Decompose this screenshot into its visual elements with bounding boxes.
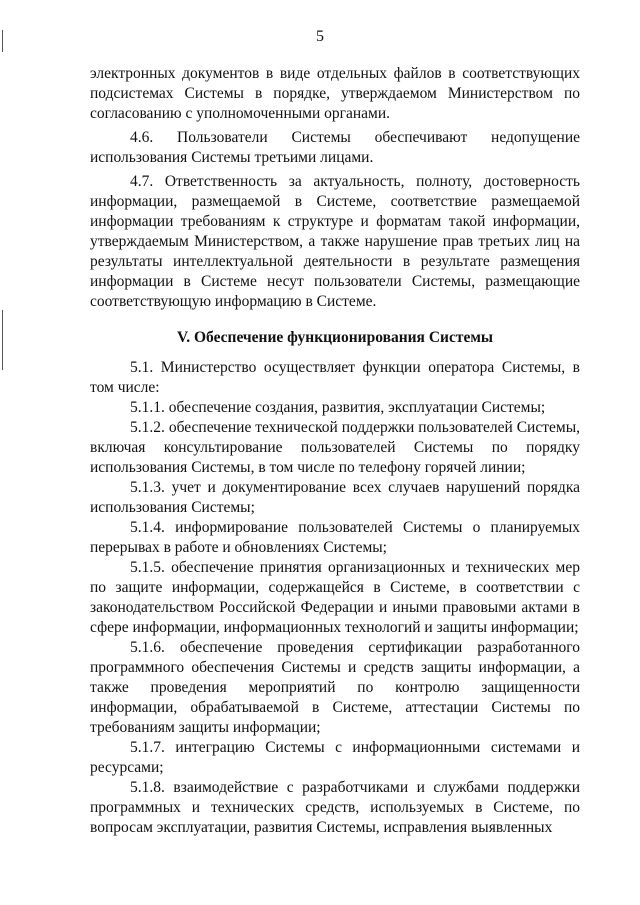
paragraph-5-1-3: 5.1.3. учет и документирование всех случаев нарушений порядка использования Системы; xyxy=(90,479,580,516)
paragraph-5-1: 5.1. Министерство осуществляет функции оператора Системы, в том числе: xyxy=(90,359,580,396)
section-heading: V. Обеспечение функционирования Системы xyxy=(177,329,493,346)
document-body xyxy=(90,64,580,838)
paragraph-5-1-4: 5.1.4. информирование пользователей Системы о планируемых перерывах в работе и обновлениях Системы; xyxy=(90,519,580,556)
paragraph-5-1-2: 5.1.2. обеспечение технической поддержки пользователей Системы, включая консультирование пользователей Системы по порядку использования Системы, в том числе по телефону горячей линии; xyxy=(90,419,580,476)
paragraph-5-1-7: 5.1.7. интеграцию Системы с информационными системами и ресурсами; xyxy=(90,739,580,776)
paragraph-4-7: 4.7. Ответственность за актуальность, полноту, достоверность информации, размещаемой в Системе, соответствие размещаемой информации требованиям к структуре и форматам такой информации, утверждаемым Министерством, а также нарушение прав третьих лиц на результаты интеллектуальной деятельности в результате размещения информации в Системе несут пользователи Системы, размещающие соответствующую информацию в Системе. xyxy=(90,173,580,310)
paragraph-5-1-5: 5.1.5. обеспечение принятия организационных и технических мер по защите информации, содержащейся в Системе, в соответствии с законодательством Российской Федерации и иными правовыми актами в сфере информации, информационных технологий и защиты информации; xyxy=(90,559,580,636)
paragraph-continued: электронных документов в виде отдельных файлов в соответствующих подсистемах Системы в порядке, утверждаемом Министерством по согласованию с уполномоченными органами. xyxy=(90,65,580,122)
paragraph-5-1-1: 5.1.1. обеспечение создания, развития, эксплуатации Системы; xyxy=(130,399,546,416)
paragraph-4-6: 4.6. Пользователи Системы обеспечивают недопущение использования Системы третьими лицами. xyxy=(90,129,580,166)
page-number: 5 xyxy=(316,28,324,45)
paragraph-5-1-8: 5.1.8. взаимодействие с разработчиками и службами поддержки программных и технических средств, используемых в Системе, по вопросам эксплуатации, развития Системы, исправления выявленных xyxy=(90,779,580,836)
paragraph-5-1-6: 5.1.6. обеспечение проведения сертификации разработанного программного обеспечения Системы и средств защиты информации, а также проведения мероприятий по контролю защищенности информации, обрабатываемой в Системе, аттестации Системы по требованиям защиты информации; xyxy=(90,639,580,736)
scan-edge-mark xyxy=(2,310,3,370)
